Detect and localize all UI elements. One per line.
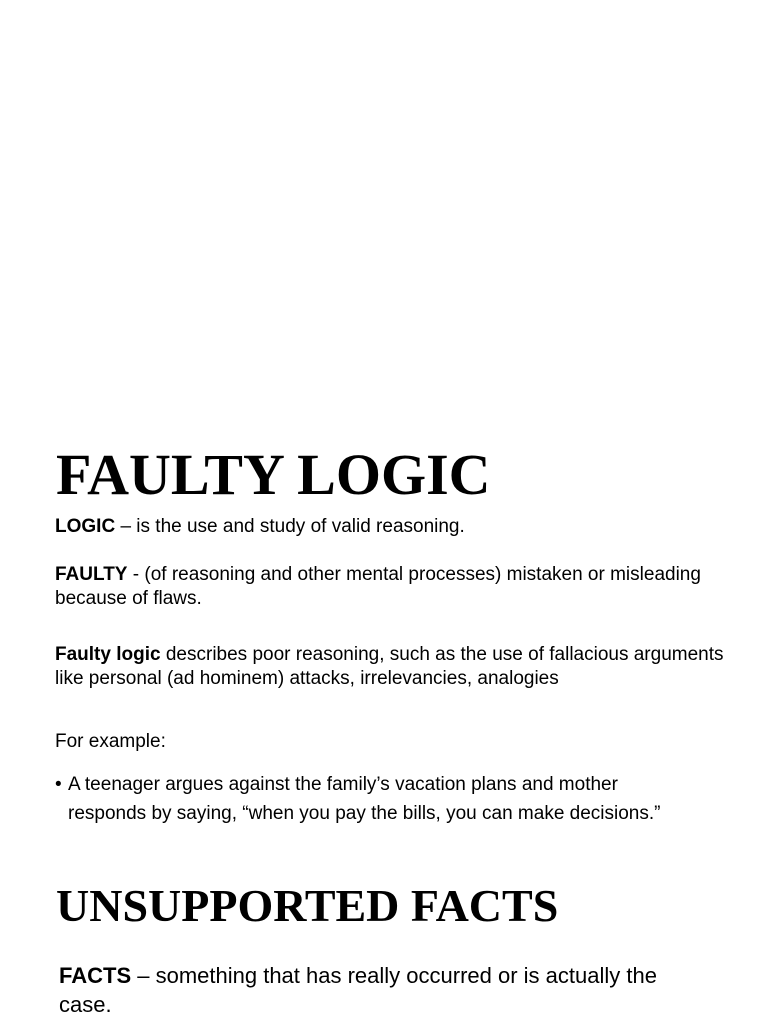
definition-facts-text: – something that has really occurred or is actually the case. bbox=[59, 963, 657, 1017]
heading-unsupported-facts: UNSUPPORTED FACTS bbox=[56, 880, 559, 931]
term-logic: LOGIC bbox=[55, 516, 116, 537]
definition-logic bbox=[55, 515, 745, 539]
term-faulty-logic: Faulty logic bbox=[55, 644, 161, 665]
definition-faulty-logic-text: describes poor reasoning, such as the use of fallacious arguments like personal (ad hominem) attacks, irrelevancies, analogies bbox=[55, 644, 724, 689]
example-intro: For example: bbox=[55, 731, 166, 752]
example-bullet bbox=[55, 770, 695, 828]
definition-facts bbox=[59, 961, 699, 1019]
definition-logic-text: – is the use and study of valid reasoning. bbox=[115, 516, 465, 537]
definition-faulty-text: - (of reasoning and other mental processes) mistaken or misleading because of flaws. bbox=[55, 564, 701, 609]
bullet-marker: • bbox=[55, 774, 62, 795]
example-text: A teenager argues against the family’s vacation plans and mother responds by saying, “when you pay the bills, you can make decisions.” bbox=[68, 774, 661, 824]
definition-faulty bbox=[55, 563, 745, 611]
definition-faulty-logic bbox=[55, 643, 745, 691]
term-facts: FACTS bbox=[59, 963, 132, 988]
heading-faulty-logic: FAULTY LOGIC bbox=[56, 442, 491, 507]
term-faulty: FAULTY bbox=[55, 564, 128, 585]
